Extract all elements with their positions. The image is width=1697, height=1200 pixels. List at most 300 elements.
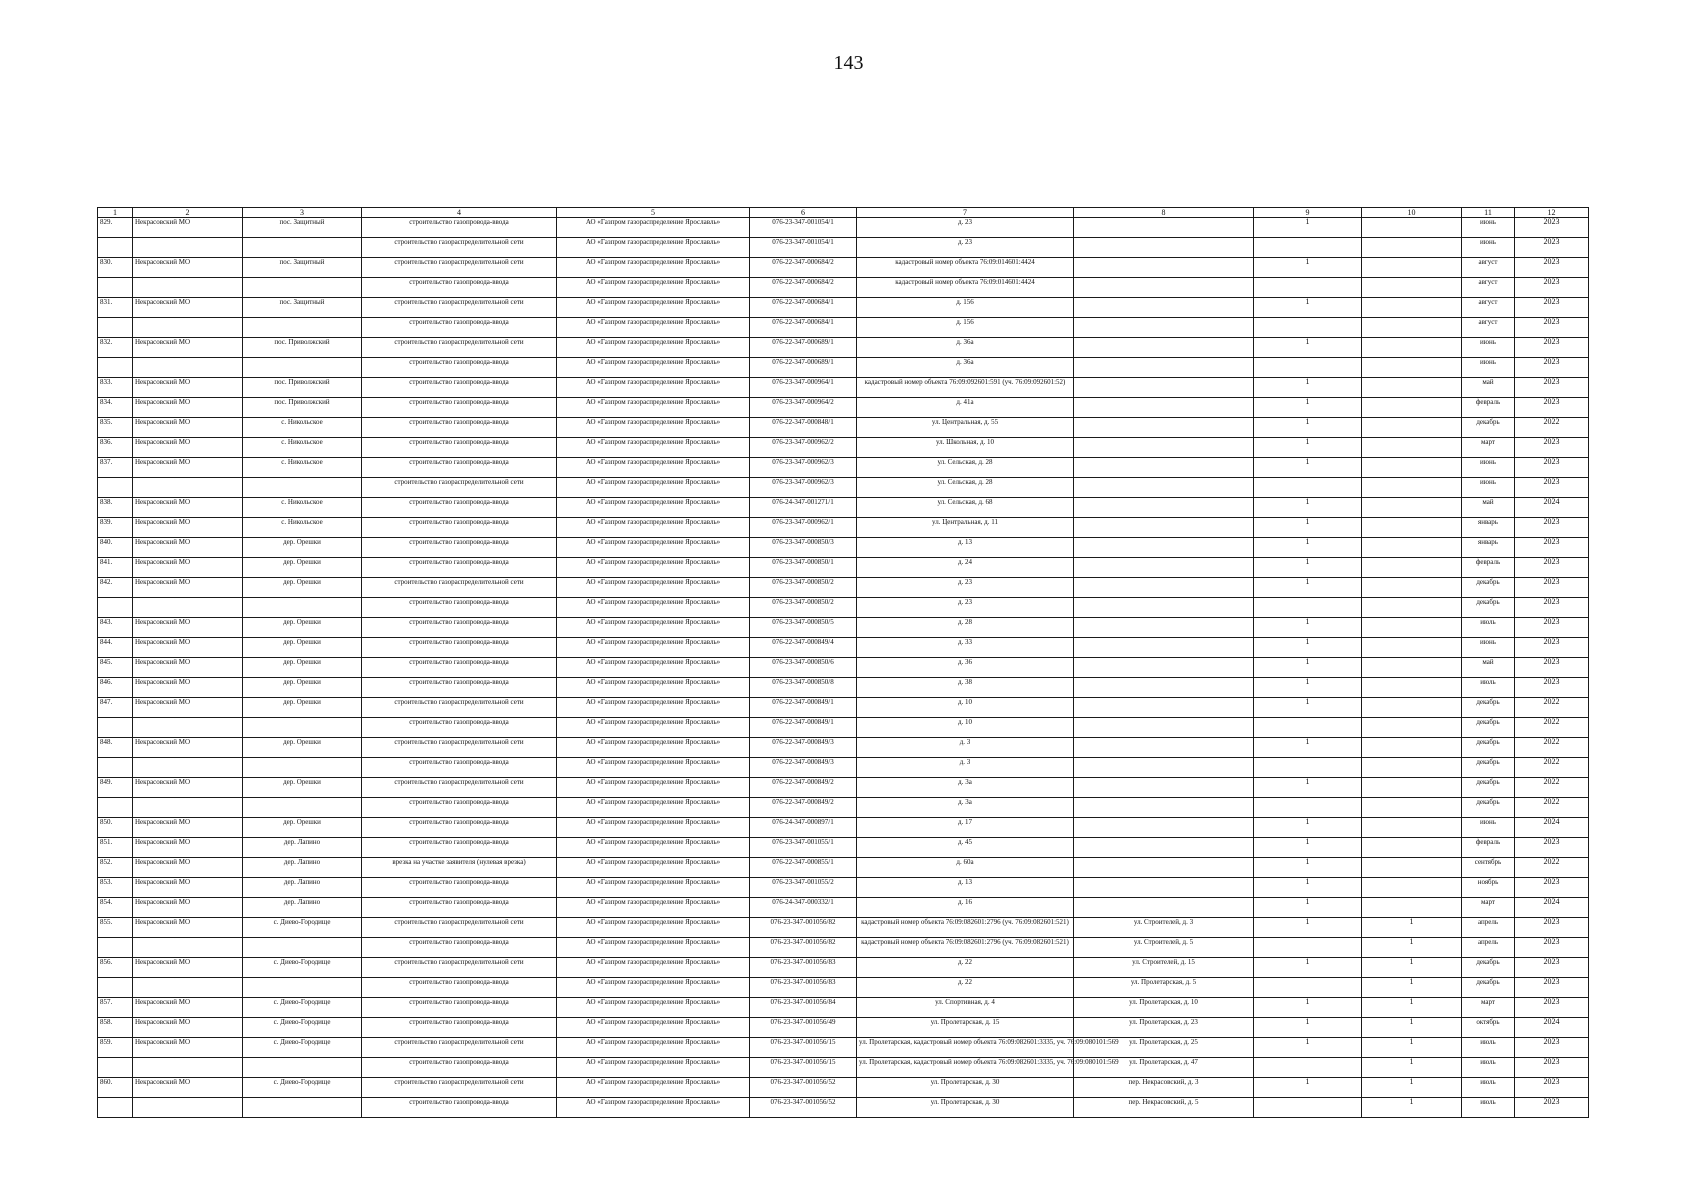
application-number-cell: 076-22-347-000849/1	[750, 718, 857, 738]
year-cell: 2023	[1515, 318, 1589, 338]
month-cell: март	[1462, 898, 1515, 918]
quantity-secondary-cell	[1362, 698, 1462, 718]
month-cell: август	[1462, 298, 1515, 318]
street-address-cell	[1074, 598, 1254, 618]
work-type-cell: строительство газораспределительной сети	[362, 238, 557, 258]
settlement-cell	[243, 1058, 362, 1078]
municipality-cell: Некрасовский МО	[133, 638, 243, 658]
work-type-cell: строительство газораспределительной сети	[362, 1038, 557, 1058]
object-address-cell: ул. Пролетарская, кадастровый номер объекта 76:09:082601:3335, уч. 76:09:080101:569	[857, 1038, 1074, 1058]
street-address-cell	[1074, 738, 1254, 758]
year-cell: 2024	[1515, 1018, 1589, 1038]
quantity-cell	[1254, 978, 1362, 998]
municipality-cell	[133, 978, 243, 998]
object-address-cell: д. 33	[857, 638, 1074, 658]
month-cell: июнь	[1462, 218, 1515, 238]
month-cell: апрель	[1462, 918, 1515, 938]
municipality-cell: Некрасовский МО	[133, 998, 243, 1018]
year-cell: 2022	[1515, 738, 1589, 758]
table-row	[98, 238, 1589, 258]
year-cell: 2024	[1515, 498, 1589, 518]
quantity-secondary-cell	[1362, 458, 1462, 478]
organization-cell: АО «Газпром газораспределение Ярославль»	[557, 478, 750, 498]
settlement-cell: с. Никольское	[243, 418, 362, 438]
application-number-cell: 076-22-347-000684/2	[750, 258, 857, 278]
application-number-cell: 076-23-347-001054/1	[750, 218, 857, 238]
quantity-cell: 1	[1254, 958, 1362, 978]
street-address-cell	[1074, 878, 1254, 898]
month-cell: июль	[1462, 1038, 1515, 1058]
quantity-cell: 1	[1254, 398, 1362, 418]
work-type-cell: строительство газораспределительной сети	[362, 338, 557, 358]
year-cell: 2023	[1515, 258, 1589, 278]
street-address-cell: ул. Пролетарская, д. 47	[1074, 1058, 1254, 1078]
street-address-cell	[1074, 638, 1254, 658]
settlement-cell: пос. Защитный	[243, 298, 362, 318]
application-number-cell: 076-23-347-000850/5	[750, 618, 857, 638]
settlement-cell	[243, 978, 362, 998]
column-header: 11	[1462, 208, 1515, 218]
table-row	[98, 1098, 1589, 1118]
quantity-secondary-cell	[1362, 798, 1462, 818]
settlement-cell: с. Диево-Городище	[243, 1038, 362, 1058]
month-cell: июнь	[1462, 358, 1515, 378]
organization-cell: АО «Газпром газораспределение Ярославль»	[557, 918, 750, 938]
quantity-cell: 1	[1254, 498, 1362, 518]
month-cell: декабрь	[1462, 798, 1515, 818]
organization-cell: АО «Газпром газораспределение Ярославль»	[557, 998, 750, 1018]
quantity-cell: 1	[1254, 1038, 1362, 1058]
street-address-cell	[1074, 758, 1254, 778]
object-address-cell: д. 28	[857, 618, 1074, 638]
object-address-cell: ул. Пролетарская, д. 15	[857, 1018, 1074, 1038]
organization-cell: АО «Газпром газораспределение Ярославль»	[557, 878, 750, 898]
quantity-secondary-cell	[1362, 778, 1462, 798]
row-number-cell	[98, 478, 133, 498]
municipality-cell	[133, 358, 243, 378]
work-type-cell: строительство газопровода-ввода	[362, 378, 557, 398]
row-number-cell: 845.	[98, 658, 133, 678]
object-address-cell: д. 38	[857, 678, 1074, 698]
table-row	[98, 518, 1589, 538]
street-address-cell	[1074, 358, 1254, 378]
work-type-cell: строительство газораспределительной сети	[362, 578, 557, 598]
year-cell: 2023	[1515, 438, 1589, 458]
work-type-cell: строительство газораспределительной сети	[362, 298, 557, 318]
row-number-cell: 852.	[98, 858, 133, 878]
row-number-cell	[98, 318, 133, 338]
work-type-cell: строительство газораспределительной сети	[362, 1078, 557, 1098]
street-address-cell	[1074, 338, 1254, 358]
table-row	[98, 638, 1589, 658]
settlement-cell: дер. Орешки	[243, 578, 362, 598]
work-type-cell: строительство газораспределительной сети	[362, 958, 557, 978]
organization-cell: АО «Газпром газораспределение Ярославль»	[557, 858, 750, 878]
settlement-cell: с. Никольское	[243, 438, 362, 458]
street-address-cell	[1074, 838, 1254, 858]
month-cell: июль	[1462, 678, 1515, 698]
settlement-cell: дер. Орешки	[243, 778, 362, 798]
object-address-cell: ул. Центральная, д. 55	[857, 418, 1074, 438]
quantity-secondary-cell	[1362, 878, 1462, 898]
organization-cell: АО «Газпром газораспределение Ярославль»	[557, 458, 750, 478]
row-number-cell	[98, 718, 133, 738]
quantity-secondary-cell	[1362, 218, 1462, 238]
column-header: 5	[557, 208, 750, 218]
table-row	[98, 538, 1589, 558]
application-number-cell: 076-22-347-000849/4	[750, 638, 857, 658]
quantity-cell: 1	[1254, 878, 1362, 898]
quantity-cell: 1	[1254, 298, 1362, 318]
year-cell: 2023	[1515, 458, 1589, 478]
row-number-cell: 843.	[98, 618, 133, 638]
organization-cell: АО «Газпром газораспределение Ярославль»	[557, 938, 750, 958]
table-row	[98, 398, 1589, 418]
quantity-secondary-cell: 1	[1362, 958, 1462, 978]
year-cell: 2023	[1515, 1098, 1589, 1118]
month-cell: май	[1462, 658, 1515, 678]
quantity-secondary-cell: 1	[1362, 998, 1462, 1018]
year-cell: 2023	[1515, 938, 1589, 958]
organization-cell: АО «Газпром газораспределение Ярославль»	[557, 1098, 750, 1118]
month-cell: декабрь	[1462, 978, 1515, 998]
column-header: 4	[362, 208, 557, 218]
municipality-cell: Некрасовский МО	[133, 578, 243, 598]
work-type-cell: строительство газопровода-ввода	[362, 538, 557, 558]
work-type-cell: строительство газопровода-ввода	[362, 838, 557, 858]
settlement-cell: дер. Орешки	[243, 678, 362, 698]
year-cell: 2023	[1515, 1038, 1589, 1058]
street-address-cell	[1074, 818, 1254, 838]
quantity-secondary-cell	[1362, 258, 1462, 278]
application-number-cell: 076-23-347-001056/52	[750, 1098, 857, 1118]
quantity-secondary-cell	[1362, 398, 1462, 418]
municipality-cell	[133, 238, 243, 258]
year-cell: 2023	[1515, 558, 1589, 578]
street-address-cell	[1074, 498, 1254, 518]
work-type-cell: строительство газораспределительной сети	[362, 738, 557, 758]
organization-cell: АО «Газпром газораспределение Ярославль»	[557, 698, 750, 718]
organization-cell: АО «Газпром газораспределение Ярославль»	[557, 518, 750, 538]
work-type-cell: строительство газопровода-ввода	[362, 438, 557, 458]
municipality-cell	[133, 318, 243, 338]
municipality-cell: Некрасовский МО	[133, 818, 243, 838]
month-cell: декабрь	[1462, 718, 1515, 738]
street-address-cell	[1074, 518, 1254, 538]
table-row	[98, 998, 1589, 1018]
organization-cell: АО «Газпром газораспределение Ярославль»	[557, 598, 750, 618]
settlement-cell	[243, 278, 362, 298]
application-number-cell: 076-23-347-000850/1	[750, 558, 857, 578]
row-number-cell: 844.	[98, 638, 133, 658]
object-address-cell: д. 156	[857, 298, 1074, 318]
application-number-cell: 076-23-347-001055/2	[750, 878, 857, 898]
row-number-cell: 857.	[98, 998, 133, 1018]
settlement-cell	[243, 798, 362, 818]
quantity-secondary-cell	[1362, 898, 1462, 918]
row-number-cell	[98, 278, 133, 298]
work-type-cell: врезка на участке заявителя (нулевая врезка)	[362, 858, 557, 878]
settlement-cell	[243, 938, 362, 958]
municipality-cell: Некрасовский МО	[133, 338, 243, 358]
row-number-cell: 839.	[98, 518, 133, 538]
application-number-cell: 076-24-347-001271/1	[750, 498, 857, 518]
municipality-cell: Некрасовский МО	[133, 258, 243, 278]
row-number-cell	[98, 1098, 133, 1118]
settlement-cell: пос. Приволжский	[243, 338, 362, 358]
table-row	[98, 318, 1589, 338]
application-number-cell: 076-23-347-001056/83	[750, 958, 857, 978]
quantity-secondary-cell	[1362, 558, 1462, 578]
object-address-cell: д. 17	[857, 818, 1074, 838]
year-cell: 2023	[1515, 978, 1589, 998]
row-number-cell: 836.	[98, 438, 133, 458]
month-cell: декабрь	[1462, 738, 1515, 758]
table-row	[98, 898, 1589, 918]
quantity-cell: 1	[1254, 518, 1362, 538]
quantity-secondary-cell	[1362, 318, 1462, 338]
work-type-cell: строительство газораспределительной сети	[362, 478, 557, 498]
application-number-cell: 076-22-347-000684/2	[750, 278, 857, 298]
application-number-cell: 076-23-347-001056/49	[750, 1018, 857, 1038]
application-number-cell: 076-23-347-001056/15	[750, 1058, 857, 1078]
object-address-cell: д. 36а	[857, 338, 1074, 358]
quantity-secondary-cell	[1362, 658, 1462, 678]
object-address-cell: д. 23	[857, 578, 1074, 598]
row-number-cell: 859.	[98, 1038, 133, 1058]
organization-cell: АО «Газпром газораспределение Ярославль»	[557, 278, 750, 298]
settlement-cell: с. Никольское	[243, 458, 362, 478]
municipality-cell	[133, 938, 243, 958]
quantity-secondary-cell	[1362, 638, 1462, 658]
month-cell: апрель	[1462, 938, 1515, 958]
organization-cell: АО «Газпром газораспределение Ярославль»	[557, 638, 750, 658]
municipality-cell: Некрасовский МО	[133, 898, 243, 918]
quantity-cell	[1254, 358, 1362, 378]
application-number-cell: 076-23-347-000964/1	[750, 378, 857, 398]
quantity-cell: 1	[1254, 698, 1362, 718]
column-header: 12	[1515, 208, 1589, 218]
municipality-cell: Некрасовский МО	[133, 878, 243, 898]
row-number-cell: 860.	[98, 1078, 133, 1098]
object-address-cell: д. 13	[857, 538, 1074, 558]
row-number-cell: 831.	[98, 298, 133, 318]
year-cell: 2023	[1515, 918, 1589, 938]
year-cell: 2023	[1515, 398, 1589, 418]
organization-cell: АО «Газпром газораспределение Ярославль»	[557, 798, 750, 818]
quantity-secondary-cell	[1362, 418, 1462, 438]
quantity-cell: 1	[1254, 438, 1362, 458]
municipality-cell: Некрасовский МО	[133, 618, 243, 638]
month-cell: июнь	[1462, 818, 1515, 838]
application-number-cell: 076-22-347-000849/3	[750, 738, 857, 758]
year-cell: 2024	[1515, 818, 1589, 838]
column-header: 10	[1362, 208, 1462, 218]
column-header: 9	[1254, 208, 1362, 218]
quantity-cell: 1	[1254, 738, 1362, 758]
year-cell: 2023	[1515, 578, 1589, 598]
row-number-cell: 853.	[98, 878, 133, 898]
month-cell: ноябрь	[1462, 878, 1515, 898]
work-type-cell: строительство газопровода-ввода	[362, 758, 557, 778]
quantity-secondary-cell	[1362, 378, 1462, 398]
row-number-cell: 846.	[98, 678, 133, 698]
settlement-cell: дер. Орешки	[243, 818, 362, 838]
row-number-cell: 833.	[98, 378, 133, 398]
object-address-cell: д. 45	[857, 838, 1074, 858]
month-cell: июнь	[1462, 638, 1515, 658]
month-cell: август	[1462, 318, 1515, 338]
organization-cell: АО «Газпром газораспределение Ярославль»	[557, 258, 750, 278]
row-number-cell	[98, 358, 133, 378]
quantity-cell	[1254, 318, 1362, 338]
quantity-secondary-cell: 1	[1362, 1058, 1462, 1078]
year-cell: 2022	[1515, 798, 1589, 818]
object-address-cell: д. 41а	[857, 398, 1074, 418]
work-type-cell: строительство газопровода-ввода	[362, 358, 557, 378]
quantity-secondary-cell	[1362, 438, 1462, 458]
month-cell: август	[1462, 278, 1515, 298]
application-number-cell: 076-23-347-000962/3	[750, 478, 857, 498]
work-type-cell: строительство газопровода-ввода	[362, 498, 557, 518]
street-address-cell	[1074, 478, 1254, 498]
quantity-cell: 1	[1254, 538, 1362, 558]
year-cell: 2023	[1515, 518, 1589, 538]
organization-cell: АО «Газпром газораспределение Ярославль»	[557, 498, 750, 518]
application-number-cell: 076-23-347-000850/2	[750, 578, 857, 598]
row-number-cell: 855.	[98, 918, 133, 938]
work-type-cell: строительство газопровода-ввода	[362, 898, 557, 918]
object-address-cell: кадастровый номер объекта 76:09:014601:4424	[857, 278, 1074, 298]
quantity-secondary-cell: 1	[1362, 1078, 1462, 1098]
table-row	[98, 598, 1589, 618]
street-address-cell: ул. Строителей, д. 5	[1074, 938, 1254, 958]
table-row	[98, 958, 1589, 978]
month-cell: декабрь	[1462, 958, 1515, 978]
application-number-cell: 076-23-347-000850/8	[750, 678, 857, 698]
organization-cell: АО «Газпром газораспределение Ярославль»	[557, 558, 750, 578]
street-address-cell: ул. Строителей, д. 15	[1074, 958, 1254, 978]
object-address-cell: д. 24	[857, 558, 1074, 578]
organization-cell: АО «Газпром газораспределение Ярославль»	[557, 1058, 750, 1078]
quantity-cell: 1	[1254, 338, 1362, 358]
settlement-cell	[243, 358, 362, 378]
street-address-cell	[1074, 458, 1254, 478]
quantity-cell	[1254, 718, 1362, 738]
settlement-cell	[243, 598, 362, 618]
organization-cell: АО «Газпром газораспределение Ярославль»	[557, 758, 750, 778]
street-address-cell	[1074, 378, 1254, 398]
settlement-cell	[243, 758, 362, 778]
year-cell: 2022	[1515, 778, 1589, 798]
work-type-cell: строительство газопровода-ввода	[362, 418, 557, 438]
table-row	[98, 938, 1589, 958]
settlement-cell: дер. Лапино	[243, 858, 362, 878]
street-address-cell	[1074, 318, 1254, 338]
municipality-cell: Некрасовский МО	[133, 498, 243, 518]
organization-cell: АО «Газпром газораспределение Ярославль»	[557, 678, 750, 698]
year-cell: 2023	[1515, 958, 1589, 978]
gas-connection-register-table	[97, 207, 1589, 1118]
row-number-cell: 842.	[98, 578, 133, 598]
row-number-cell	[98, 1058, 133, 1078]
work-type-cell: строительство газопровода-ввода	[362, 318, 557, 338]
work-type-cell: строительство газопровода-ввода	[362, 878, 557, 898]
settlement-cell	[243, 238, 362, 258]
settlement-cell: дер. Орешки	[243, 738, 362, 758]
object-address-cell: ул. Школьная, д. 10	[857, 438, 1074, 458]
application-number-cell: 076-23-347-000962/2	[750, 438, 857, 458]
organization-cell: АО «Газпром газораспределение Ярославль»	[557, 738, 750, 758]
organization-cell: АО «Газпром газораспределение Ярославль»	[557, 418, 750, 438]
row-number-cell: 856.	[98, 958, 133, 978]
municipality-cell: Некрасовский МО	[133, 538, 243, 558]
organization-cell: АО «Газпром газораспределение Ярославль»	[557, 838, 750, 858]
street-address-cell: ул. Пролетарская, д. 25	[1074, 1038, 1254, 1058]
quantity-secondary-cell	[1362, 738, 1462, 758]
table-row	[98, 718, 1589, 738]
row-number-cell	[98, 238, 133, 258]
month-cell: январь	[1462, 538, 1515, 558]
object-address-cell: д. 36а	[857, 358, 1074, 378]
year-cell: 2023	[1515, 478, 1589, 498]
street-address-cell: ул. Пролетарская, д. 10	[1074, 998, 1254, 1018]
table-row	[98, 818, 1589, 838]
object-address-cell: д. 23	[857, 598, 1074, 618]
object-address-cell: ул. Спортивная, д. 4	[857, 998, 1074, 1018]
quantity-cell: 1	[1254, 458, 1362, 478]
application-number-cell: 076-23-347-001056/84	[750, 998, 857, 1018]
table-row	[98, 1018, 1589, 1038]
application-number-cell: 076-23-347-001054/1	[750, 238, 857, 258]
street-address-cell	[1074, 218, 1254, 238]
municipality-cell: Некрасовский МО	[133, 658, 243, 678]
table-row	[98, 1078, 1589, 1098]
object-address-cell: д. 3а	[857, 778, 1074, 798]
month-cell: декабрь	[1462, 418, 1515, 438]
year-cell: 2022	[1515, 418, 1589, 438]
object-address-cell: д. 60а	[857, 858, 1074, 878]
object-address-cell: ул. Сельская, д. 28	[857, 478, 1074, 498]
month-cell: июнь	[1462, 338, 1515, 358]
municipality-cell: Некрасовский МО	[133, 1038, 243, 1058]
quantity-cell: 1	[1254, 1018, 1362, 1038]
application-number-cell: 076-22-347-000849/3	[750, 758, 857, 778]
work-type-cell: строительство газопровода-ввода	[362, 1018, 557, 1038]
quantity-secondary-cell	[1362, 338, 1462, 358]
work-type-cell: строительство газопровода-ввода	[362, 678, 557, 698]
column-header: 6	[750, 208, 857, 218]
object-address-cell: ул. Пролетарская, д. 30	[857, 1078, 1074, 1098]
quantity-cell: 1	[1254, 558, 1362, 578]
column-header: 3	[243, 208, 362, 218]
year-cell: 2023	[1515, 298, 1589, 318]
table-row	[98, 498, 1589, 518]
row-number-cell: 838.	[98, 498, 133, 518]
object-address-cell: ул. Пролетарская, кадастровый номер объекта 76:09:082601:3335, уч. 76:09:080101:569	[857, 1058, 1074, 1078]
year-cell: 2023	[1515, 358, 1589, 378]
row-number-cell: 854.	[98, 898, 133, 918]
street-address-cell	[1074, 298, 1254, 318]
quantity-secondary-cell	[1362, 858, 1462, 878]
quantity-secondary-cell: 1	[1362, 978, 1462, 998]
municipality-cell: Некрасовский МО	[133, 738, 243, 758]
application-number-cell: 076-24-347-000332/1	[750, 898, 857, 918]
month-cell: февраль	[1462, 838, 1515, 858]
application-number-cell: 076-23-347-001056/52	[750, 1078, 857, 1098]
work-type-cell: строительство газопровода-ввода	[362, 598, 557, 618]
settlement-cell: с. Диево-Городище	[243, 1078, 362, 1098]
